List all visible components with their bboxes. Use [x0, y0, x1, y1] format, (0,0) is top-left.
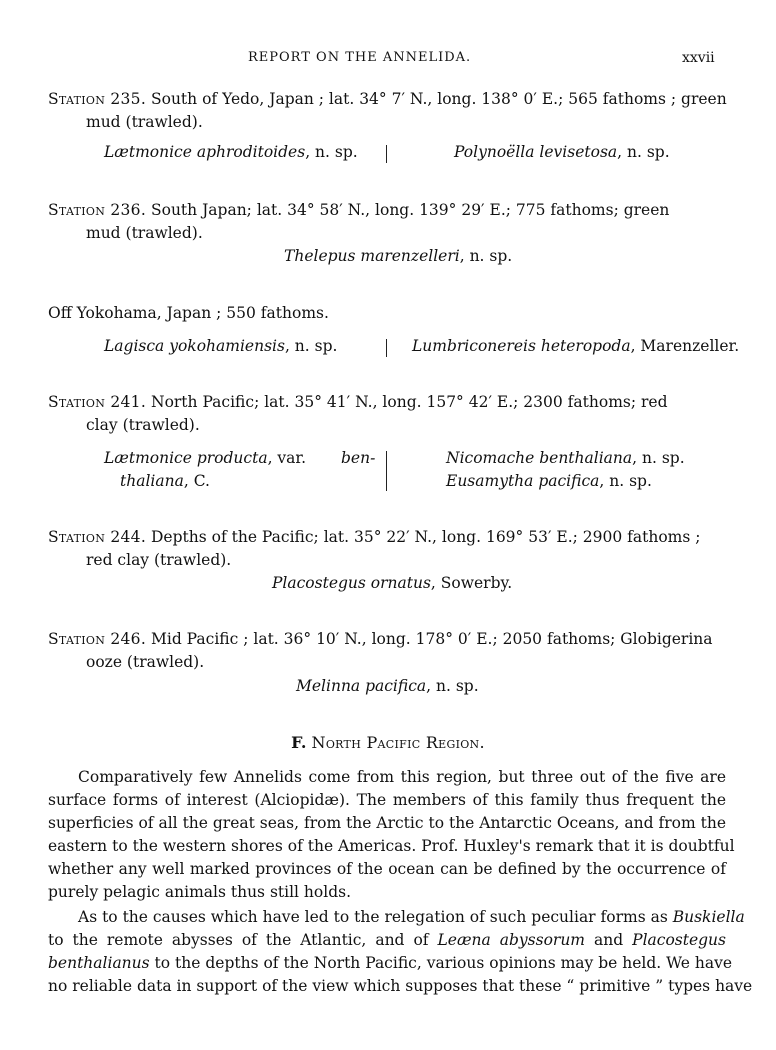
species-italic: Lætmonice aphroditoides [104, 143, 306, 161]
italic-text-run: Buskiella [672, 908, 745, 926]
station-entry [48, 199, 726, 245]
station-description: North Pacific; lat. 35° 41′ N., long. 157° 42′ E.; 2300 fathoms; red [151, 393, 668, 411]
species-suffix: , Marenzeller. [630, 337, 740, 355]
species-name [446, 470, 652, 493]
station-label: Station 246. [48, 630, 147, 648]
species-italic: Eusamytha pacifica [446, 472, 600, 490]
column-divider [386, 339, 387, 357]
species-suffix: , n. sp. [284, 337, 338, 355]
italic-text-run: benthalianus [48, 954, 150, 972]
species-italic: ben- [341, 449, 376, 467]
paragraph-line: eastern to the western shores of the Americas. Prof. Huxley's remark that it is doubtful [48, 837, 735, 855]
paragraph-line: surface forms of interest (Alciopidæ). The members of this family thus frequent the [48, 791, 726, 809]
paragraph-line [48, 929, 726, 952]
station-label: Station 235. [48, 90, 147, 108]
species-suffix: , n. sp. [599, 472, 652, 490]
species-italic: Thelepus marenzelleri [284, 247, 460, 265]
station-description: Depths of the Pacific; lat. 35° 22′ N., long. 169° 53′ E.; 2900 fathoms ; [151, 528, 701, 546]
species-name [104, 447, 306, 470]
species-name [341, 447, 375, 470]
species-name [446, 447, 685, 470]
species-italic: Placostegus ornatus [272, 574, 431, 592]
station-entry [48, 628, 726, 674]
paragraph-line: whether any well marked provinces of the ocean can be defined by the occurrence of [48, 860, 726, 878]
station-description-cont: red clay (trawled). [86, 551, 232, 569]
section-letter: F. [291, 733, 307, 752]
station-entry [48, 391, 726, 437]
species-name [284, 245, 512, 268]
species-name [104, 141, 358, 164]
species-suffix: , n. sp. [617, 143, 670, 161]
species-suffix: , n. sp. [632, 449, 685, 467]
species-name [120, 470, 210, 493]
station-description-cont: mud (trawled). [86, 224, 203, 242]
text-run: As to the causes which have led to the relegation of such peculiar forms as [78, 908, 668, 926]
species-name [104, 335, 337, 358]
station-entry [48, 302, 726, 325]
species-suffix: , Sowerby. [430, 574, 513, 592]
species-italic: Melinna pacifica [296, 677, 427, 695]
species-italic: thaliana [120, 472, 184, 490]
paragraph-line: no reliable data in support of the view which supposes that these “ primitive ” types have [48, 977, 753, 995]
paragraph-line [48, 906, 745, 929]
running-title: REPORT ON THE ANNELIDA. [248, 50, 472, 65]
station-description: South of Yedo, Japan ; lat. 34° 7′ N., long. 138° 0′ E.; 565 fathoms ; green [151, 90, 727, 108]
italic-text-run: Placostegus [632, 931, 726, 949]
text-run: and [594, 931, 624, 949]
station-label: Station 244. [48, 528, 147, 546]
species-suffix: , n. sp. [305, 143, 358, 161]
column-divider [386, 451, 387, 491]
page-number: xxvii [682, 50, 715, 66]
section-title: North Pacific Region. [311, 733, 485, 752]
body-paragraph [48, 906, 753, 998]
species-italic: Lumbriconereis heteropoda [412, 337, 631, 355]
station-label: Station 241. [48, 393, 147, 411]
station-description: Mid Pacific ; lat. 36° 10′ N., long. 178° 0′ E.; 2050 fathoms; Globigerina [151, 630, 713, 648]
species-italic: Lagisca yokohamiensis [104, 337, 285, 355]
species-italic: Lætmonice producta [104, 449, 268, 467]
station-description-cont: clay (trawled). [86, 416, 200, 434]
species-name [454, 141, 670, 164]
paragraph-line [48, 952, 733, 975]
species-italic: Nicomache benthaliana [446, 449, 633, 467]
station-entry [48, 88, 726, 134]
species-name [272, 572, 512, 595]
species-suffix: , n. sp. [459, 247, 513, 265]
station-description: South Japan; lat. 34° 58′ N., long. 139° 29′ E.; 775 fathoms; green [151, 201, 670, 219]
species-suffix: , n. sp. [426, 677, 479, 695]
station-label: Station 236. [48, 201, 147, 219]
station-entry [48, 526, 726, 572]
species-italic: Polynoëlla levisetosa [454, 143, 618, 161]
species-name [412, 335, 739, 358]
body-paragraph [48, 766, 735, 904]
station-description: Off Yokohama, Japan ; 550 fathoms. [48, 304, 329, 322]
paragraph-line: Comparatively few Annelids come from this region, but three out of the five are [78, 768, 726, 786]
station-description-cont: mud (trawled). [86, 113, 203, 131]
column-divider [386, 145, 387, 163]
paragraph-line: purely pelagic animals thus still holds. [48, 883, 351, 901]
paragraph-line: superficies of all the great seas, from the Arctic to the Antarctic Oceans, and from the [48, 814, 726, 832]
text-run: to the depths of the North Pacific, various opinions may be held. We have [154, 954, 733, 972]
species-name [296, 675, 479, 698]
text-run: to the remote abysses of the Atlantic, and of [48, 931, 429, 949]
species-suffix: , var. [267, 449, 307, 467]
station-description-cont: ooze (trawled). [86, 653, 205, 671]
italic-text-run: Leæna abyssorum [437, 931, 586, 949]
species-suffix: , C. [183, 472, 210, 490]
section-heading [0, 733, 776, 752]
